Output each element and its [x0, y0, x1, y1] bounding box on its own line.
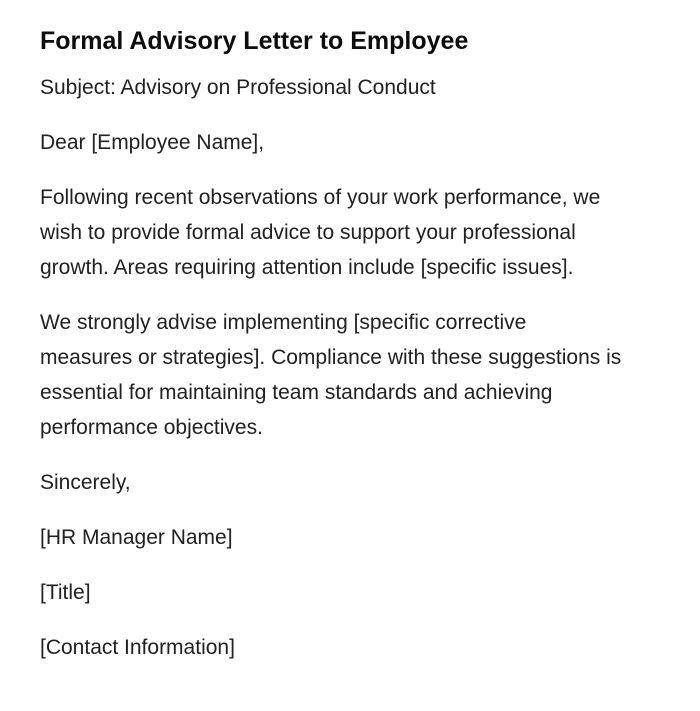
letter-body — [40, 70, 660, 665]
paragraph — [40, 125, 660, 160]
text-line: measures or strategies]. Compliance with these suggestions is — [40, 346, 622, 369]
text-line: essential for maintaining team standards and achieving — [40, 381, 553, 404]
text-line: performance objectives. — [40, 416, 263, 439]
page-title: Formal Advisory Letter to Employee — [40, 27, 469, 55]
text-line: We strongly advise implementing [specific corrective — [40, 311, 527, 334]
text-line: Dear [Employee Name], — [40, 131, 265, 154]
text-line: Sincerely, — [40, 471, 131, 494]
text-line: [Contact Information] — [40, 636, 235, 659]
paragraph — [40, 465, 660, 500]
paragraph — [40, 305, 660, 445]
text-line: wish to provide formal advice to support your professional — [40, 221, 576, 244]
text-line: Subject: Advisory on Professional Conduct — [40, 76, 436, 99]
paragraph — [40, 70, 660, 105]
paragraph — [40, 180, 660, 285]
paragraph — [40, 575, 660, 610]
paragraph — [40, 520, 660, 555]
text-line: [Title] — [40, 581, 91, 604]
text-line: growth. Areas requiring attention include [specific issues]. — [40, 256, 574, 279]
text-line: [HR Manager Name] — [40, 526, 233, 549]
text-line: Following recent observations of your work performance, we — [40, 186, 601, 209]
paragraph — [40, 630, 660, 665]
